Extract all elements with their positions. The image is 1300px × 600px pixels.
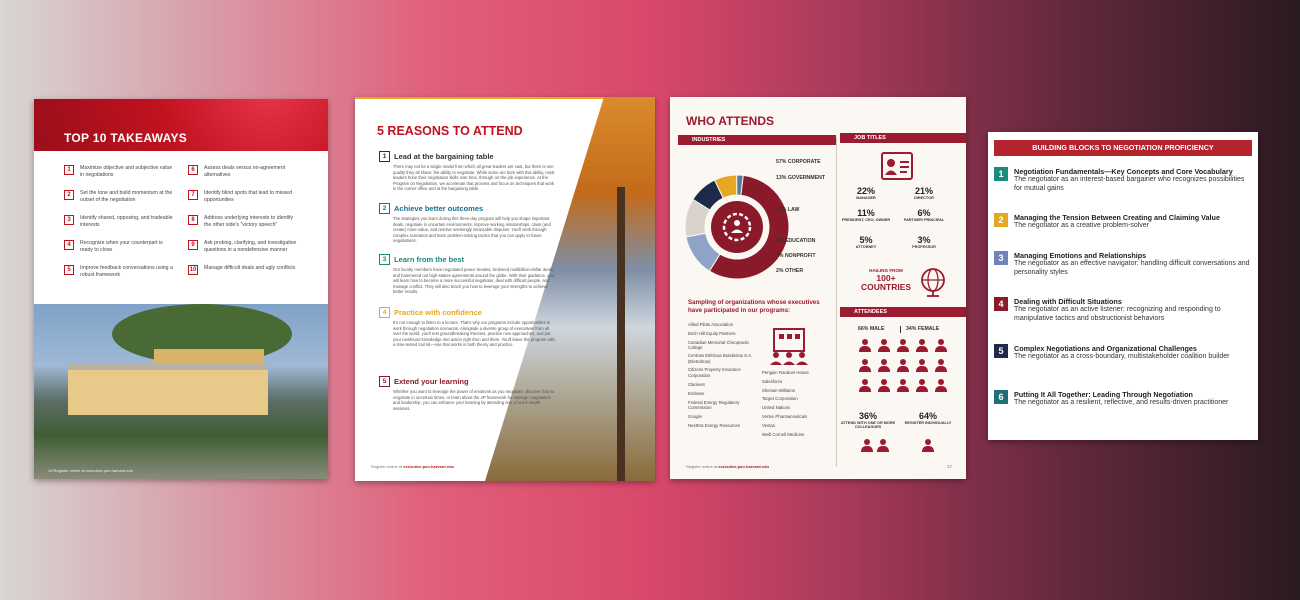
person-icon	[934, 359, 948, 372]
organization-building-icon	[766, 325, 812, 365]
industry-label: 2% OTHER	[776, 268, 804, 274]
page-title: BUILDING BLOCKS TO NEGOTIATION PROFICIENCY	[994, 140, 1252, 156]
job-title-stat: 6% PARTNER/ PRINCIPAL	[903, 208, 945, 222]
page-number: 17	[946, 464, 952, 469]
page-footer: Register online at executive.pon.harvard.edu	[371, 464, 454, 469]
reason-item: 2 Achieve better outcomes The strategies you learn during this three-day program will help you shape important deals, negotiate in uncertain environments, improve working relationships, claim (and create) more value, and resolve seemingly intractable disputes. You'll work through complex scenarios and learn problem-solving tactics that you can apply to future negotiations.	[379, 203, 555, 244]
reason-item: 5 Extend your learning Whether you want to leverage the power of emotions as you negotiate, discover how to negotiate in uncertain times, or learn about the 4P framework for strategic negotiation and leadership, you can enhance your learning by attending one of our in-depth sessions.	[379, 376, 555, 411]
person-icon	[915, 379, 929, 392]
person-icon	[734, 220, 740, 226]
building-block-item: 5 Complex Negotiations and Organizational Challenges The negotiator as a cross-boundary, multistakeholder coalition builder	[994, 344, 1252, 362]
job-title-stat: 21% DIRECTOR	[914, 186, 934, 200]
takeaway-item: 6 Assess deals versus no-agreement alternatives	[188, 165, 298, 178]
reason-item: 1 Lead at the bargaining table There may not be a single model from which all great leaders are cast, but there is one quality they all share: the ability to negotiate. While some are born with this ability, most leaders hone their negotiation skills over time, through on-the-job experience. At the Program on Negotiation, we accelerate that process and focus on techniques that work in the corner office and at the bargaining table.	[379, 151, 555, 192]
industry-label: 7% NONPROFIT	[776, 253, 816, 259]
building-block-item: 2 Managing the Tension Between Creating and Claiming Value The negotiator as a creative problem-solver	[994, 213, 1252, 231]
page-footer: Register online at executive.pon.harvard.edu	[686, 464, 769, 469]
brochure-page-building-blocks	[988, 132, 1258, 440]
person-icon	[915, 339, 929, 352]
takeaway-item: 3 Identify shared, opposing, and tradeable interests	[64, 215, 174, 228]
building-block-item: 6 Putting It All Together: Leading Through Negotiation The negotiator as a resilient, reflective, and results-driven practitioner	[994, 390, 1252, 408]
industry-label: 9% EDUCATION	[776, 238, 816, 244]
globe-icon	[918, 266, 948, 298]
industries-label: INDUSTRIES	[678, 135, 836, 145]
female-stat: 34% FEMALE	[906, 326, 940, 332]
takeaway-item: 2 Set the tone and build momentum at the outset of the negotiation	[64, 190, 174, 203]
person-icon	[860, 439, 874, 452]
industry-label: 13% GOVERNMENT	[776, 175, 826, 181]
takeaway-item: 10 Manage difficult deals and ugly conflicts	[189, 265, 296, 273]
person-icon	[858, 379, 872, 392]
person-icon	[876, 439, 890, 452]
page-title: TOP 10 TAKEAWAYS	[64, 131, 188, 145]
building-shape	[68, 364, 268, 415]
person-icon	[934, 379, 948, 392]
attendees-label: ATTENDEES	[840, 307, 966, 317]
page-title: 5 REASONS TO ATTEND	[377, 124, 523, 138]
donut-center	[711, 201, 763, 253]
hailing-from-stat: HAILING FROM 100+ COUNTRIES	[860, 268, 912, 293]
person-icon	[921, 439, 935, 452]
industry-label: 12% LAW	[776, 207, 800, 213]
male-stat: 66% MALE	[858, 326, 885, 332]
person-icon	[877, 379, 891, 392]
person-icon	[877, 339, 891, 352]
job-titles-label: JOB TITLES	[840, 133, 966, 143]
person-icon	[896, 359, 910, 372]
industries-donut-chart	[682, 172, 792, 282]
takeaway-item: 9 Ask probing, clarifying, and investigative questions in a nondefensive manner	[188, 240, 298, 253]
reason-item: 3 Learn from the best Our faculty members have negotiated peace treaties, brokered multibillion-dollar deals, and hammered out high-stakes agreements around the globe. With their guidance, you will learn how to become a more successful negotiator, deal with difficult people, and manage conflict. They will also teach you how to leverage your strengths to achieve better results.	[379, 254, 555, 295]
org-list-left: Allied Pilots Association Birch Hill Equity Partners Canadian Memorial Chiropractic College Centrais Elétricas Brasileiras S.A. (Eletrobras) Citizens Property Insurance Corporation Clarivest Embraer Federal Energy Regulatory Commission Google NextEra Energy Resources	[688, 322, 753, 429]
building-block-item: 4 Dealing with Difficult Situations The negotiator as an active listener: recognizing and responding to manipulative tactics and obstructionist behaviors	[994, 297, 1252, 323]
tree-trunk-shape	[617, 187, 625, 481]
colleagues-stat: 36% ATTEND WITH ONE OR MORE COLLEAGUES	[840, 411, 896, 430]
job-title-stat: 11% PRESIDENT, CEO, OWNER	[841, 208, 891, 222]
page-title: WHO ATTENDS	[686, 114, 774, 128]
person-icon	[896, 379, 910, 392]
industry-label: 57% CORPORATE	[776, 159, 821, 165]
takeaway-item: 7 Identify blind spots that lead to missed opportunities	[188, 190, 298, 203]
brochure-page-reasons	[355, 97, 655, 481]
person-icon	[858, 359, 872, 372]
person-icon	[877, 359, 891, 372]
takeaway-item: 4 Recognize when your counterpart is ready to close	[64, 240, 174, 253]
reason-item: 4 Practice with confidence It's not enough to listen to a lecture. That's why our programs include opportunities to work through negotiation scenarios. Alongside a diverse group of executives from all over the world, you'll test groundbreaking theories, practice new approaches, and put your newfound knowledge into action right then and there. You'll leave the program with a time-tested tool kit—one that works in both theory and practice.	[379, 307, 555, 348]
page-footer: 10 Register online at executive.pon.harvard.edu	[48, 468, 133, 473]
brochure-page-who-attends	[670, 97, 966, 479]
brochure-page-top-takeaways	[34, 99, 328, 479]
id-badge-icon	[880, 151, 914, 181]
building-block-item: 1 Negotiation Fundamentals—Key Concepts and Core Vocabulary The negotiator as an interest-based bargainer who recognizes possibilities for mutual gains	[994, 167, 1252, 193]
org-list-right: Penguin Random House Salesforce Sherwin-Williams Target Corporation United Nations Vertex Pharmaceuticals Vestas Weill Cornell Medicine	[762, 370, 809, 437]
page-header-banner	[34, 99, 328, 151]
takeaway-item: 5 Improve feedback conversations using a robust framework	[64, 265, 174, 278]
person-icon	[915, 359, 929, 372]
takeaway-item: 8 Address underlying interests to identify the other side's "victory speech"	[188, 215, 298, 228]
job-title-stat: 5% ATTORNEY	[855, 235, 877, 249]
individual-stat: 64% REGISTER INDIVIDUALLY	[904, 411, 952, 425]
person-icon	[896, 339, 910, 352]
stat-separator	[900, 326, 901, 333]
sampling-heading: Sampling of organizations whose executives have participated in our programs:	[688, 299, 820, 314]
accent-line	[355, 97, 615, 99]
takeaway-item: 1 Maximize objective and subjective value in negotiations	[64, 165, 174, 178]
person-icon	[858, 339, 872, 352]
job-title-stat: 22% MANAGER	[856, 186, 876, 200]
building-block-item: 3 Managing Emotions and Relationships The negotiator as an effective navigator: handling difficult conversations and personality styles	[994, 251, 1252, 277]
job-title-stat: 3% PROFESSOR	[912, 235, 936, 249]
person-icon	[934, 339, 948, 352]
